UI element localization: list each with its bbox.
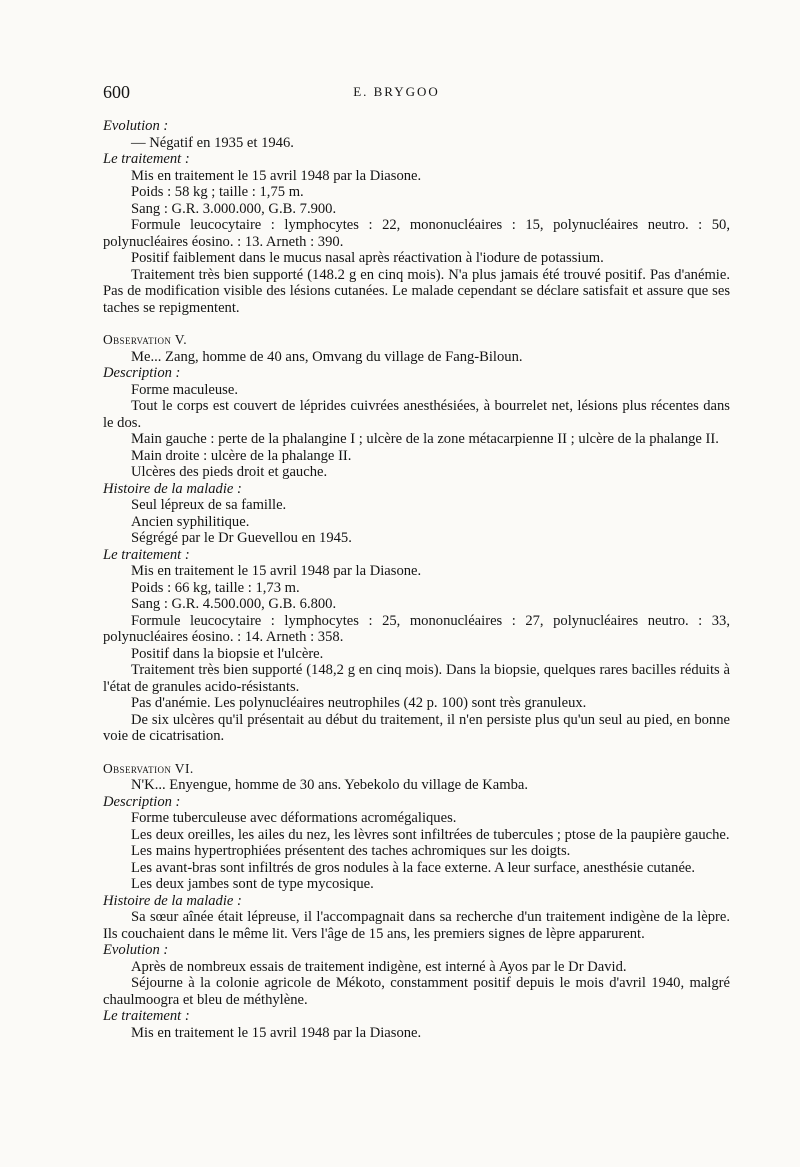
paragraph: Forme maculeuse. [131,381,238,398]
paragraph: Traitement très bien supporté (148.2 g en cinq mois). N'a plus jamais été trouvé positif. Pas d'anémie. Pas de modification visible des lésions cutanées. Le malade cependant se déclare satisfait et assure que ses taches se repigmentent. [103,266,730,316]
paragraph: Positif dans la biopsie et l'ulcère. [131,645,324,662]
paragraph: Pas d'anémie. Les polynucléaires neutrophiles (42 p. 100) sont très granuleux. [131,695,587,711]
paragraph: De six ulcères qu'il présentait au début du traitement, il n'en persiste plus qu'un seul au pied, en bonne voie de cicatrisation. [103,711,730,744]
paragraph: Poids : 58 kg ; taille : 1,75 m. [131,184,304,200]
paragraph: Sang : G.R. 3.000.000, G.B. 7.900. [131,200,337,217]
paragraph: Poids : 66 kg, taille : 1,73 m. [131,579,300,596]
page-number: 600 [103,82,130,102]
heading-description: Description : [103,365,181,381]
paragraph: Traitement très bien supporté (148,2 g en cinq mois). Dans la biopsie, quelques rares bacilles réduits à l'état de granules acido-résistants. [103,662,730,695]
observation-6-intro: N'K... Enyengue, homme de 30 ans. Yebekolo du village de Kamba. [131,777,528,793]
page-header [103,82,730,104]
paragraph: Main gauche : perte de la phalangine I ; ulcère de la zone métacarpienne II ; ulcère de la phalange II. [131,431,719,447]
heading-evolution: Evolution : [103,118,169,134]
paragraph: Les deux oreilles, les ailes du nez, les lèvres sont infiltrées de tubercules ; ptose de la paupière gauche. [131,826,730,843]
paragraph: Ségrégé par le Dr Guevellou en 1945. [131,530,352,546]
observation-6-title: Observation VI. [103,760,194,776]
paragraph: Mis en traitement le 15 avril 1948 par la Diasone. [131,167,422,184]
paragraph: — Négatif en 1935 et 1946. [131,134,294,151]
paragraph: Mis en traitement le 15 avril 1948 par la Diasone. [131,563,422,579]
paragraph: Formule leucocytaire : lymphocytes : 25, mononucléaires : 27, polynucléaires neutro. : 33, polynucléaires éosino. : 14. Arneth : 358. [103,612,730,645]
paragraph: Positif faiblement dans le mucus nasal après réactivation à l'iodure de potassium. [131,250,604,266]
paragraph: Mis en traitement le 15 avril 1948 par la Diasone. [131,1024,422,1041]
paragraph: Sa sœur aînée était lépreuse, il l'accompagnait dans sa recherche d'un traitement indigène de la lèpre. Ils couchaient dans le même lit. Vers l'âge de 15 ans, les premiers signes de lèpre apparurent. [103,909,730,942]
paragraph: Les mains hypertrophiées présentent des taches achromiques sur les doigts. [131,843,571,859]
heading-histoire: Histoire de la maladie : [103,480,242,497]
observation-5-intro: Me... Zang, homme de 40 ans, Omvang du village de Fang-Biloun. [131,348,523,365]
observation-5-title: Observation V. [103,332,187,347]
paragraph: Ancien syphilitique. [131,513,250,530]
heading-traitement: Le traitement : [103,151,190,167]
page-body [103,118,730,1041]
paragraph: Après de nombreux essais de traitement indigène, est interné à Ayos par le Dr David. [131,958,627,975]
heading-evolution: Evolution : [103,942,169,958]
paragraph: Seul lépreux de sa famille. [131,497,287,513]
paragraph: Forme tuberculeuse avec déformations acromégaliques. [131,810,457,826]
heading-description: Description : [103,793,181,810]
paragraph: Sang : G.R. 4.500.000, G.B. 6.800. [131,596,337,612]
paragraph: Séjourne à la colonie agricole de Mékoto, constamment positif depuis le mois d'avril 1940, malgré chaulmoogra et bleu de méthylène. [103,975,730,1008]
heading-traitement: Le traitement : [103,546,190,563]
paragraph: Les avant-bras sont infiltrés de gros nodules à la face externe. A leur surface, anesthésie cutanée. [131,859,696,876]
paragraph: Ulcères des pieds droit et gauche. [131,464,328,480]
running-head: E. BRYGOO [353,84,440,99]
paragraph: Les deux jambes sont de type mycosique. [131,876,374,892]
paragraph: Main droite : ulcère de la phalange II. [131,447,352,464]
heading-histoire: Histoire de la maladie : [103,892,242,909]
heading-traitement: Le traitement : [103,1008,190,1024]
paragraph: Formule leucocytaire : lymphocytes : 22, mononucléaires : 15, polynucléaires neutro. : 50, polynucléaires éosino. : 13. Arneth : 390. [103,217,730,250]
paragraph: Tout le corps est couvert de léprides cuivrées anesthésiées, à bourrelet net, lésions plus récentes dans le dos. [103,398,730,431]
